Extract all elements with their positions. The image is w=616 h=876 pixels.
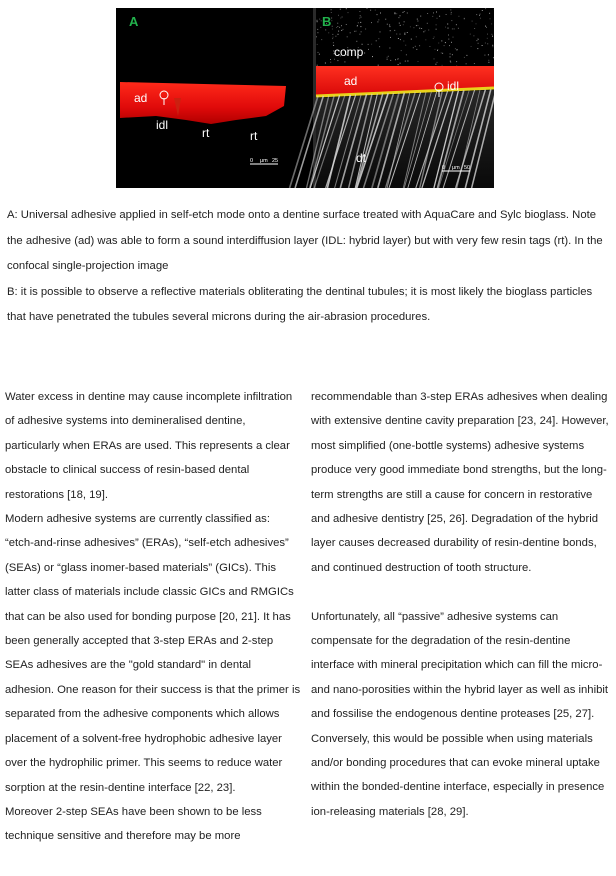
composite-particle	[476, 14, 477, 15]
composite-particle	[480, 18, 481, 19]
composite-particle	[442, 65, 443, 66]
composite-particle	[403, 12, 404, 13]
composite-particle	[389, 48, 390, 49]
composite-particle	[436, 12, 437, 13]
composite-particle	[389, 25, 390, 26]
composite-particle	[347, 36, 348, 37]
composite-particle	[428, 30, 429, 31]
composite-particle	[319, 54, 320, 55]
composite-particle	[341, 25, 342, 26]
composite-particle	[387, 57, 388, 58]
composite-particle	[434, 37, 435, 38]
paragraph: Modern adhesive systems are currently classified as: “etch-and-rinse adhesives” (ERAs), “self-etch adhesives” (SEAs) or “glass inomer-based materials” (GICs). This latter class of materials include classic GICs and RMGICs that can be also used for bonding purpose [20, 21]. It has been generally accepted that 3-step ERAs and 2-step SEAs adhesives are the "gold standard" in dental adhesion. One reason for their success is that the primer is separated from the adhesive components which allows placement of a solvent-free hydrophobic adhesive layer over the hydrophilic primer. This seems to reduce water sorption at the resin-dentine interface [22, 23].	[5, 513, 301, 794]
composite-particle	[478, 39, 479, 40]
composite-particle	[485, 8, 486, 9]
composite-particle	[451, 20, 452, 21]
composite-particle	[488, 60, 489, 61]
composite-particle	[319, 19, 320, 20]
composite-particle	[474, 63, 475, 64]
composite-particle	[332, 29, 333, 30]
composite-particle	[448, 39, 449, 40]
composite-particle	[340, 9, 341, 10]
composite-particle	[478, 43, 479, 44]
composite-particle	[439, 16, 440, 17]
composite-particle	[341, 30, 342, 31]
composite-particle	[333, 37, 334, 38]
composite-particle	[473, 35, 474, 36]
panel-a-label-idl: idl	[156, 118, 169, 132]
composite-particle	[357, 26, 358, 27]
composite-particle	[476, 40, 477, 41]
composite-particle	[402, 12, 403, 13]
composite-particle	[331, 20, 332, 21]
composite-particle	[466, 55, 467, 56]
composite-particle	[419, 28, 420, 29]
composite-particle	[417, 21, 418, 22]
composite-particle	[425, 30, 426, 31]
figure-caption	[7, 203, 607, 331]
composite-particle	[451, 14, 452, 15]
composite-particle	[403, 24, 404, 25]
panel-b-scalebar-max: 50	[464, 165, 471, 171]
composite-particle	[377, 14, 378, 15]
composite-particle	[492, 45, 493, 46]
composite-particle	[491, 34, 492, 35]
composite-particle	[360, 22, 361, 23]
composite-particle	[420, 16, 421, 17]
composite-particle	[340, 18, 341, 19]
composite-particle	[488, 62, 489, 63]
panel-a-letter: A	[129, 14, 139, 29]
composite-particle	[398, 38, 399, 39]
composite-particle	[336, 27, 337, 28]
composite-particle	[359, 18, 360, 19]
composite-particle	[400, 34, 401, 35]
composite-particle	[406, 54, 407, 55]
composite-particle	[492, 46, 493, 47]
composite-particle	[405, 61, 406, 62]
composite-particle	[339, 27, 340, 28]
composite-particle	[456, 61, 457, 62]
confocal-figure-svg	[116, 8, 494, 188]
composite-particle	[378, 38, 379, 39]
composite-particle	[321, 39, 322, 40]
composite-particle	[330, 59, 331, 60]
composite-particle	[484, 55, 485, 56]
composite-particle	[342, 17, 343, 18]
composite-particle	[338, 15, 339, 16]
composite-particle	[407, 32, 408, 33]
composite-particle	[482, 45, 483, 46]
composite-particle	[331, 9, 332, 10]
composite-particle	[435, 64, 436, 65]
composite-particle	[390, 37, 391, 38]
composite-particle	[452, 28, 453, 29]
panel-b-scalebar-min: 0	[442, 165, 446, 171]
composite-particle	[433, 12, 434, 13]
composite-particle	[487, 38, 488, 39]
composite-particle	[333, 42, 334, 43]
composite-particle	[346, 8, 347, 9]
composite-particle	[403, 41, 404, 42]
composite-particle	[448, 28, 449, 29]
composite-particle	[379, 46, 380, 47]
composite-particle	[359, 34, 360, 35]
paragraph: Moreover 2-step SEAs have been shown to be less technique sensitive and therefore may be more	[5, 805, 262, 843]
composite-particle	[358, 22, 359, 23]
composite-particle	[388, 56, 389, 57]
composite-particle	[480, 14, 481, 15]
composite-particle	[485, 43, 486, 44]
composite-particle	[487, 43, 488, 44]
composite-particle	[471, 46, 472, 47]
composite-particle	[360, 26, 361, 27]
composite-particle	[451, 42, 452, 43]
paragraph: recommendable than 3-step ERAs adhesives when dealing with extensive dentine cavity preparation [23, 24]. However, most simplified (one-bottle systems) adhesive systems produce very good immediate bond strengths, but the long-term strengths are still a cause for concern in restorative and adhesive dentistry [25, 26]. Degradation of the hybrid layer causes decreased durability of resin-dentine bonds, and continued destruction of tooth structure.	[311, 391, 609, 574]
panel-b-label-dt: dt	[356, 151, 367, 165]
composite-particle	[364, 53, 365, 54]
composite-particle	[464, 57, 465, 58]
composite-particle	[389, 26, 390, 27]
composite-particle	[485, 26, 486, 27]
composite-particle	[331, 12, 332, 13]
composite-particle	[343, 29, 344, 30]
composite-particle	[434, 58, 435, 59]
composite-particle	[441, 40, 442, 41]
composite-particle	[419, 45, 420, 46]
composite-particle	[489, 13, 490, 14]
panel-a-scalebar-min: 0	[250, 158, 254, 164]
composite-particle	[404, 32, 405, 33]
composite-particle	[425, 39, 426, 40]
composite-particle	[337, 23, 338, 24]
composite-particle	[335, 36, 336, 37]
composite-particle	[344, 61, 345, 62]
composite-particle	[359, 11, 360, 12]
composite-particle	[436, 24, 437, 25]
composite-particle	[447, 24, 448, 25]
caption-part-b: B: it is possible to observe a reflective materials obliterating the dentinal tubules; it is most likely the bioglass particles that have penetrated the tubules several microns during the air-abrasion procedures.	[7, 285, 593, 323]
panel-b-letter: B	[322, 14, 332, 29]
composite-particle	[332, 38, 333, 39]
composite-particle	[387, 59, 388, 60]
composite-particle	[416, 25, 417, 26]
composite-particle	[387, 24, 388, 25]
composite-particle	[361, 31, 362, 32]
composite-particle	[415, 46, 416, 47]
composite-particle	[449, 45, 450, 46]
composite-particle	[437, 49, 438, 50]
composite-particle	[390, 30, 391, 31]
composite-particle	[361, 17, 362, 18]
paragraph-spacer	[311, 580, 611, 604]
composite-particle	[398, 58, 399, 59]
panel-a-scalebar-unit: μm	[260, 158, 268, 164]
composite-particle	[394, 30, 395, 31]
composite-particle	[380, 31, 381, 32]
composite-particle	[337, 26, 338, 27]
composite-particle	[398, 64, 399, 65]
composite-particle	[410, 26, 411, 27]
composite-particle	[444, 45, 445, 46]
composite-particle	[405, 34, 406, 35]
composite-particle	[413, 47, 414, 48]
composite-particle	[470, 34, 471, 35]
composite-particle	[423, 31, 424, 32]
composite-particle	[332, 26, 333, 27]
composite-particle	[453, 37, 454, 38]
composite-particle	[427, 23, 428, 24]
composite-particle	[317, 44, 318, 45]
composite-particle	[450, 53, 451, 54]
panel-b-scalebar-unit: μm	[452, 165, 460, 171]
composite-particle	[416, 36, 417, 37]
composite-particle	[492, 36, 493, 37]
composite-particle	[371, 22, 372, 23]
composite-particle	[399, 23, 400, 24]
panel-b-label-idl: idl	[447, 79, 460, 93]
composite-particle	[396, 13, 397, 14]
composite-particle	[348, 12, 349, 13]
panel-a-label-rt-2: rt	[250, 129, 258, 143]
composite-particle	[437, 50, 438, 51]
composite-particle	[368, 49, 369, 50]
composite-particle	[400, 25, 401, 26]
composite-particle	[458, 28, 459, 29]
composite-particle	[396, 34, 397, 35]
composite-particle	[317, 32, 318, 33]
composite-particle	[445, 42, 446, 43]
composite-particle	[466, 63, 467, 64]
panel-b	[290, 8, 494, 188]
composite-particle	[458, 16, 459, 17]
composite-particle	[330, 62, 331, 63]
composite-particle	[493, 57, 494, 58]
composite-particle	[472, 21, 473, 22]
composite-particle	[380, 13, 381, 14]
composite-particle	[360, 15, 361, 16]
composite-particle	[317, 20, 318, 21]
composite-particle	[482, 10, 483, 11]
composite-particle	[400, 63, 401, 64]
composite-particle	[454, 28, 455, 29]
composite-particle	[442, 53, 443, 54]
composite-particle	[371, 44, 372, 45]
composite-particle	[372, 56, 373, 57]
composite-particle	[385, 19, 386, 20]
composite-particle	[376, 40, 377, 41]
composite-particle	[451, 12, 452, 13]
composite-particle	[367, 8, 368, 9]
composite-particle	[464, 18, 465, 19]
composite-particle	[450, 62, 451, 63]
composite-particle	[318, 52, 319, 53]
composite-particle	[427, 13, 428, 14]
composite-particle	[328, 32, 329, 33]
composite-particle	[435, 49, 436, 50]
composite-particle	[479, 15, 480, 16]
composite-particle	[407, 13, 408, 14]
composite-particle	[316, 36, 317, 37]
paragraph: Unfortunately, all “passive” adhesive systems can compensate for the degradation of the resin-dentine interface with mineral precipitation which can fill the micro- and nano-porosities within the hybrid layer as well as inhibit and fossilise the endogenous dentine proteases [25, 27]. Conversely, this would be possible when using materials and/or bonding procedures that can evoke mineral uptake within the bonded-dentine interface, especially in presence ion-releasing materials [28, 29].	[311, 610, 609, 818]
paragraph: Water excess in dentine may cause incomplete infiltration of adhesive systems into demineralised dentine, particularly when ERAs are used. This represents a clear obstacle to clinical success of resin-based dental restorations [18, 19].	[5, 391, 293, 501]
composite-particle	[337, 60, 338, 61]
composite-particle	[378, 65, 379, 66]
composite-particle	[416, 49, 417, 50]
composite-particle	[375, 10, 376, 11]
composite-particle	[400, 39, 401, 40]
composite-particle	[317, 29, 318, 30]
body-column-left	[5, 385, 301, 849]
composite-particle	[378, 19, 379, 20]
panel-a-label-ad: ad	[134, 91, 148, 105]
composite-particle	[370, 10, 371, 11]
composite-particle	[413, 27, 414, 28]
composite-particle	[437, 62, 438, 63]
composite-particle	[356, 41, 357, 42]
composite-particle	[407, 61, 408, 62]
composite-particle	[317, 65, 318, 66]
composite-particle	[398, 17, 399, 18]
composite-particle	[411, 39, 412, 40]
confocal-figure	[116, 8, 494, 188]
composite-particle	[476, 23, 477, 24]
composite-particle	[456, 49, 457, 50]
composite-particle	[365, 29, 366, 30]
composite-particle	[491, 23, 492, 24]
composite-particle	[486, 27, 487, 28]
composite-particle	[401, 50, 402, 51]
composite-particle	[390, 60, 391, 61]
composite-particle	[448, 35, 449, 36]
composite-particle	[325, 63, 326, 64]
panel-b-label-comp: comp	[334, 45, 364, 59]
composite-particle	[474, 28, 475, 29]
composite-particle	[317, 21, 318, 22]
composite-particle	[477, 48, 478, 49]
composite-particle	[338, 31, 339, 32]
panel-b-label-ad: ad	[344, 74, 358, 88]
composite-particle	[446, 14, 447, 15]
composite-particle	[456, 24, 457, 25]
composite-particle	[490, 18, 491, 19]
panel-a-label-rt-1: rt	[202, 126, 210, 140]
composite-particle	[350, 32, 351, 33]
composite-particle	[436, 29, 437, 30]
composite-particle	[346, 24, 347, 25]
composite-particle	[368, 44, 369, 45]
composite-particle	[421, 28, 422, 29]
composite-particle	[487, 34, 488, 35]
composite-particle	[450, 56, 451, 57]
composite-particle	[354, 31, 355, 32]
composite-particle	[488, 54, 489, 55]
composite-particle	[417, 25, 418, 26]
body-column-right	[311, 385, 611, 824]
composite-particle	[404, 11, 405, 12]
composite-particle	[377, 21, 378, 22]
composite-particle	[433, 38, 434, 39]
composite-particle	[332, 34, 333, 35]
composite-particle	[441, 52, 442, 53]
composite-particle	[405, 45, 406, 46]
panel-a-scalebar-max: 25	[272, 158, 279, 164]
composite-particle	[450, 9, 451, 10]
composite-particle	[356, 31, 357, 32]
composite-particle	[450, 61, 451, 62]
caption-part-a: A: Universal adhesive applied in self-etch mode onto a dentine surface treated with AquaCare and Sylc bioglass. Note the adhesive (ad) was able to form a sound interdiffusion layer (IDL: hybrid layer) but with very few resin tags (rt). In the confocal single-projection image	[7, 209, 603, 272]
composite-particle	[400, 15, 401, 16]
composite-particle	[437, 18, 438, 19]
composite-particle	[429, 46, 430, 47]
composite-particle	[432, 16, 433, 17]
composite-particle	[417, 19, 418, 20]
composite-particle	[452, 54, 453, 55]
composite-particle	[455, 48, 456, 49]
composite-particle	[394, 12, 395, 13]
panel-a	[116, 8, 313, 188]
composite-particle	[404, 21, 405, 22]
composite-particle	[338, 34, 339, 35]
composite-particle	[418, 61, 419, 62]
composite-particle	[445, 27, 446, 28]
composite-particle	[438, 43, 439, 44]
composite-particle	[395, 59, 396, 60]
composite-particle	[325, 29, 326, 30]
